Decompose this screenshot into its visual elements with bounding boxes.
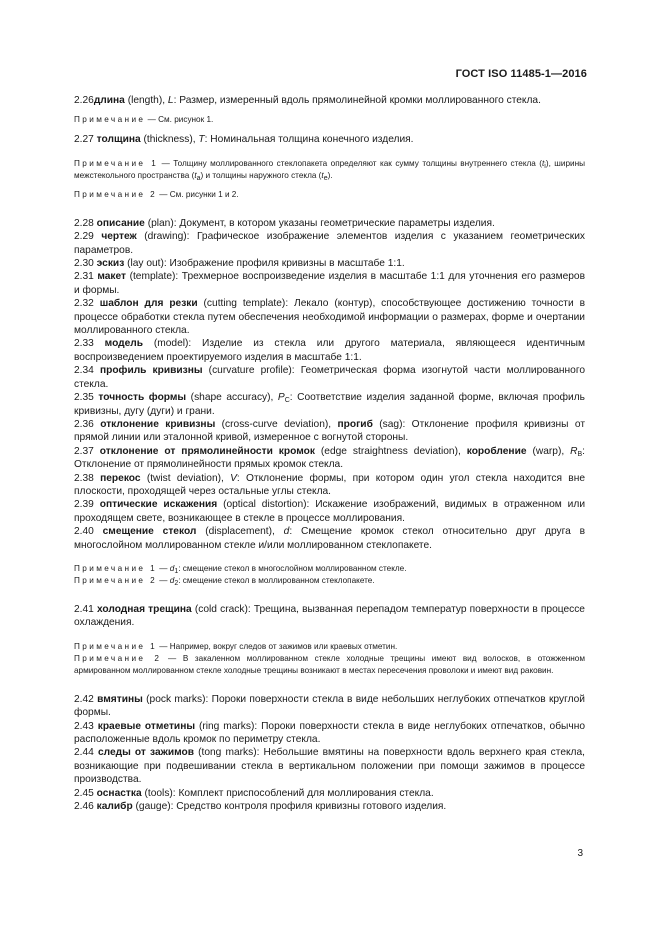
section-2-26: 2.26длина (length), L: Размер, измеренный вдоль прямолинейной кромки моллированного стекла.: [74, 95, 541, 106]
note-2-41-1: Примечание 1 — Например, вокруг следов от зажимов или краевых отметин.: [74, 641, 398, 651]
section-2-34: 2.34 профиль кривизны (curvature profile): Геометрическая форма изогнутой части моллированного стекла.: [74, 365, 585, 390]
section-2-33: 2.33 модель (model): Изделие из стекла или другого материала, являющееся идентичным воспроизведением проектируемого изделия в масштабе 1:1.: [74, 338, 585, 363]
term-length: длина: [93, 95, 125, 106]
section-2-28: 2.28 описание (plan): Документ, в котором указаны геометрические параметры изделия.: [74, 217, 495, 229]
section-2-31: 2.31 макет (template): Трехмерное воспроизведение изделия в масштабе 1:1 для уточнения его размеров и формы.: [74, 271, 585, 296]
section-2-43: 2.43 краевые отметины (ring marks): Пороки поверхности стекла в виде неглубоких отпечатков, обычно расположенные вдоль кромок по периметру стекла.: [74, 720, 585, 745]
document-body: [74, 94, 585, 813]
section-2-45: 2.45 оснастка (tools): Комплект приспособлений для моллирования стекла.: [74, 787, 434, 799]
section-2-38: 2.38 перекос (twist deviation), V: Отклонение формы, при котором один угол стекла находится вне плоскости, проходящей через остальные углы стекла.: [74, 472, 586, 497]
term-thickness: толщина: [96, 134, 141, 146]
section-2-40: 2.40 смещение стекол (displacement), d: Смещение кромок стекол относительно друг друга в многослойном моллированном стекле и/или моллированном стеклопакете.: [74, 526, 585, 551]
section-2-36: 2.36 отклонение кривизны (cross-curve deviation), прогиб (sag): Отклонение профиля кривизны от прямой линии или эталонной кривой, измеренное с вогнутой стороны.: [74, 418, 585, 444]
note-2-27-1: Примечание 1 — Толщину моллированного стеклопакета определяют как сумму толщины внутреннего стекла $(t_i)$, ширины межстекольного пространства $(t_a)$ и толщины наружного стекла $(t_e)$.: [74, 158, 585, 182]
section-2-29: 2.29 чертеж (drawing): Графическое изображение элементов изделия с указанием геометрических параметров.: [74, 231, 585, 256]
section-2-41: 2.41 холодная трещина (cold crack): Трещина, вызванная перепадом температур поверхности в процессе охлаждения.: [74, 603, 585, 629]
note-2-26: Примечание — См. рисунок 1.: [74, 115, 214, 125]
section-2-46: 2.46 калибр (gauge): Средство контроля профиля кривизны готового изделия.: [74, 801, 447, 813]
section-2-35: 2.35 точность формы (shape accuracy), $P_C$: Соответствие изделия заданной форме, включая профиль кривизны, дугу (дуги) и грани.: [74, 392, 585, 417]
section-2-27: 2.27 толщина (thickness), T: Номинальная толщина конечного изделия.: [74, 134, 414, 146]
standard-header: ГОСТ ISO 11485-1—2016: [455, 68, 587, 80]
section-2-44: 2.44 следы от зажимов (tong marks): Небольшие вмятины на поверхности вдоль верхнего края стекла, возникающие при подвешивании стекла в вертикальном положении при помощи зажимов в процессе производства.: [74, 747, 585, 786]
note-2-40-2: Примечание 2 — $d_2$: смещение стекол в моллированном стеклопакете.: [74, 575, 375, 587]
note-2-40-1: Примечание 1 — $d_1$: смещение стекол в многослойном моллированном стекле.: [74, 563, 407, 575]
section-2-42: 2.42 вмятины (pock marks): Пороки поверхности стекла в виде небольших неглубоких отпечатков круглой формы.: [74, 693, 585, 719]
page-number: 3: [577, 848, 583, 859]
section-2-30: 2.30 эскиз (lay out): Изображение профиля кривизны в масштабе 1:1.: [74, 258, 405, 270]
note-2-41-2: Примечание 2 — В закаленном моллированном стекле холодные трещины имеют вид волосков, в отожженном армированном моллированном стекле холодные трещины возникают в местах пересечения проволоки и имеют вид раковин.: [74, 653, 585, 675]
section-2-32: 2.32 шаблон для резки (cutting template): Лекало (контур), способствующее достижению точности в процессе обработки стекла путем обеспечения необходимой информации о размерах, форме и очертании моллированного стекла.: [74, 298, 585, 337]
section-2-37: 2.37 отклонение от прямолинейности кромок (edge straightness deviation), коробление (warp), $R_B$: Отклонение от прямолинейности прямых кромок стекла.: [74, 445, 585, 471]
note-2-27-2: Примечание 2 — См. рисунки 1 и 2.: [74, 189, 239, 199]
section-2-39: 2.39 оптические искажения (optical distortion): Искажение изображений, видимых в отраженном или проходящем свете, возникающее в стекле в процессе моллирования.: [74, 499, 586, 524]
